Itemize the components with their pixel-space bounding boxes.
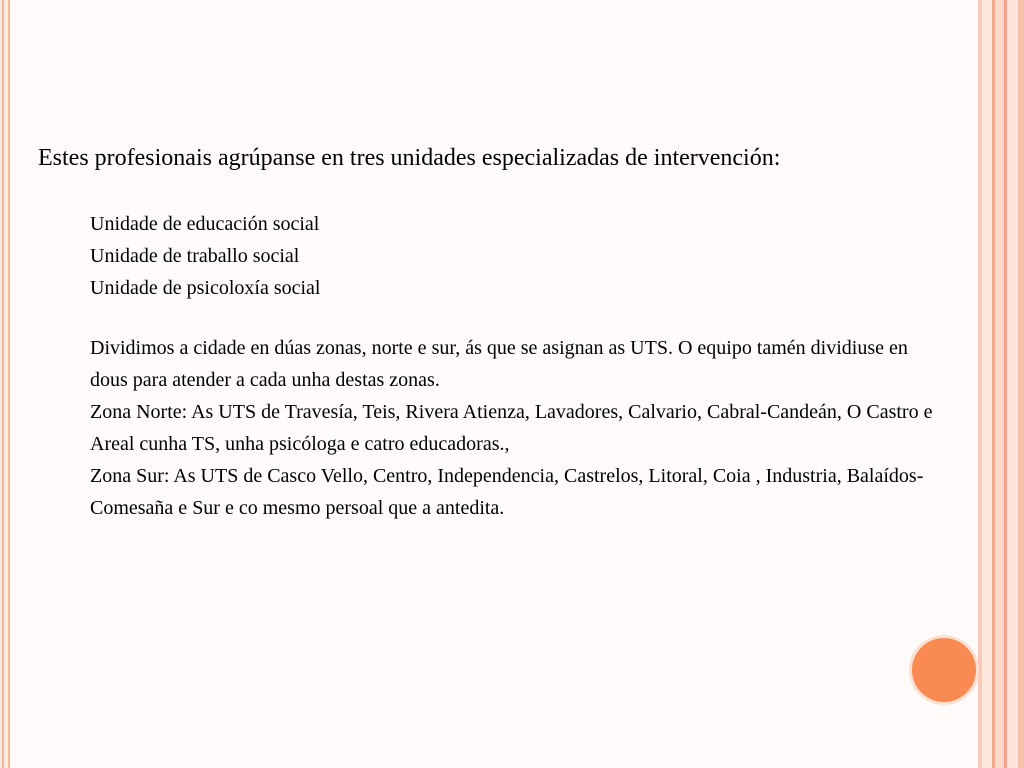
paragraph-north-zone: Zona Norte: As UTS de Travesía, Teis, Rivera Atienza, Lavadores, Calvario, Cabral-Candeán, O Castro e Areal cunha TS, unha psicóloga e catro educadoras., <box>90 401 933 455</box>
stripe <box>995 0 1004 768</box>
stripe <box>982 0 992 768</box>
unit-item-psychology: Unidade de psicoloxía social <box>90 277 321 299</box>
paragraph-south-zone: Zona Sur: As UTS de Casco Vello, Centro, Independencia, Castrelos, Litoral, Coia , Industria, Balaídos-Comesaña e Sur e co mesmo persoal que a antedita. <box>90 465 924 519</box>
units-list <box>90 208 321 304</box>
right-decorative-stripes <box>978 0 1024 768</box>
unit-item-education: Unidade de educación social <box>90 213 320 235</box>
zones-description <box>90 332 940 524</box>
intro-heading: Estes profesionais agrúpanse en tres unidades especializadas de intervención: <box>38 145 781 171</box>
stripe <box>1007 0 1018 768</box>
stripe <box>1018 0 1024 768</box>
left-decorative-border <box>0 0 10 768</box>
decorative-circle-icon <box>912 638 976 702</box>
paragraph-zones: Dividimos a cidade en dúas zonas, norte e sur, ás que se asignan as UTS. O equipo tamén dividiuse en dous para atender a cada unha destas zonas. <box>90 337 908 391</box>
unit-item-social-work: Unidade de traballo social <box>90 245 300 267</box>
